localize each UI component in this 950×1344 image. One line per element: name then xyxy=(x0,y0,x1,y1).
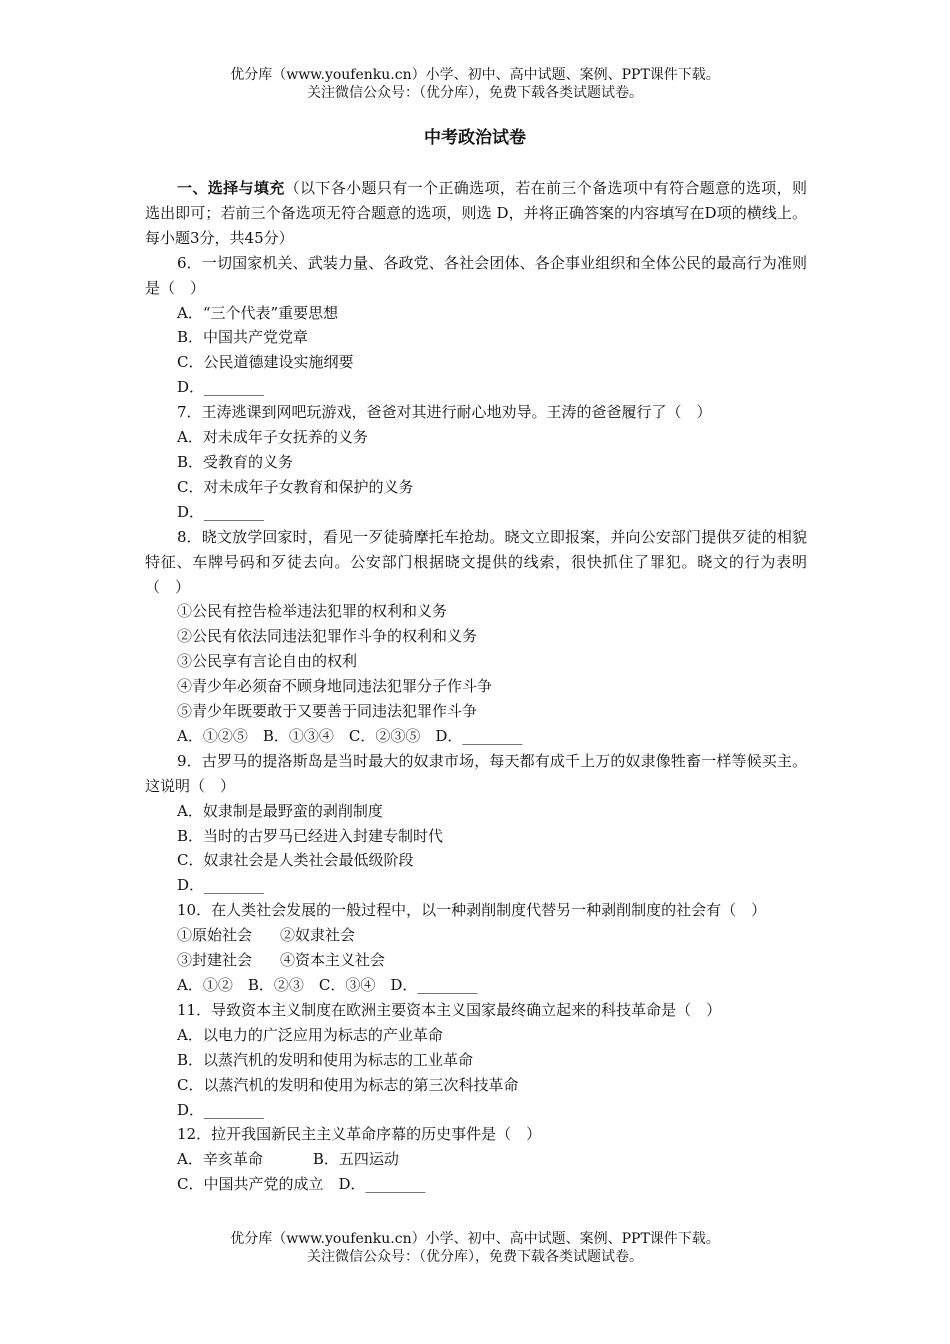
question-10-statement-2: ②奴隶社会 xyxy=(280,926,356,945)
question-8-statement-1: ①公民有控告检举违法犯罪的权利和义务 xyxy=(177,602,448,621)
question-6-option-b: B．中国共产党党章 xyxy=(177,328,309,347)
question-8-statement-2: ②公民有依法同违法犯罪作斗争的权利和义务 xyxy=(177,627,478,646)
question-8-statement-3: ③公民享有言论自由的权利 xyxy=(177,652,358,671)
question-12-option-b: B．五四运动 xyxy=(312,1150,399,1169)
question-9-option-a: A．奴隶制是最野蛮的剥削制度 xyxy=(177,801,383,820)
question-12-options-row-1 xyxy=(145,1147,807,1172)
page-title: 中考政治试卷 xyxy=(424,128,526,148)
question-10-statements-row-2 xyxy=(145,948,807,973)
question-11-option-d: D．________ xyxy=(177,1100,265,1119)
question-12-option-d: D．________ xyxy=(338,1175,426,1194)
question-10-statement-3: ③封建社会 xyxy=(177,951,253,970)
question-8-stem: 8．晓文放学回家时，看见一歹徒骑摩托车抢劫。晓文立即报案，并向公安部门提供歹徒的相貌特征、车牌号码和歹徒去向。公安部门根据晓文提供的线索，很快抓住了罪犯。晓文的行为表明（ ） xyxy=(145,527,807,596)
question-9-stem: 9．古罗马的提洛斯岛是当时最大的奴隶市场，每天都有成千上万的奴隶像牲畜一样等候买主。这说明（ ） xyxy=(145,751,807,795)
page-header xyxy=(0,66,950,102)
question-7-option-c: C．对未成年子女教育和保护的义务 xyxy=(177,477,414,496)
question-11-stem: 11．导致资本主义制度在欧洲主要资本主义国家最终确立起来的科技革命是（ ） xyxy=(177,1000,722,1019)
question-12-options-row-2 xyxy=(145,1172,807,1197)
question-12-option-c: C．中国共产党的成立 xyxy=(177,1175,324,1194)
question-10-statement-1: ①原始社会 xyxy=(177,926,253,945)
question-10-statements-row-1 xyxy=(145,923,807,948)
question-11-option-c: C．以蒸汽机的发明和使用为标志的第三次科技革命 xyxy=(177,1075,519,1094)
question-7-option-d: D．________ xyxy=(177,502,265,521)
question-11-option-a: A．以电力的广泛应用为标志的产业革命 xyxy=(177,1025,443,1044)
question-6-stem: 6．一切国家机关、武装力量、各政党、各社会团体、各企事业组织和全体公民的最高行为准则是（ ） xyxy=(145,253,807,297)
exam-content xyxy=(145,176,807,1197)
question-7-stem: 7．王涛逃课到网吧玩游戏，爸爸对其进行耐心地劝导。王涛的爸爸履行了（ ） xyxy=(177,403,712,422)
question-9-option-d: D．________ xyxy=(177,876,265,895)
header-line-1: 优分库（www.youfenku.cn）小学、初中、高中试题、案例、PPT课件下载。 xyxy=(230,67,720,83)
question-12-stem: 12．拉开我国新民主主义革命序幕的历史事件是（ ） xyxy=(177,1125,542,1144)
header-line-2: 关注微信公众号：（优分库），免费下载各类试题试卷。 xyxy=(307,85,643,101)
question-6-option-a: A．“三个代表”重要思想 xyxy=(177,303,339,322)
question-10-options: A．①② B．②③ C．③④ D．________ xyxy=(177,976,478,994)
question-6-option-c: C．公民道德建设实施纲要 xyxy=(177,353,354,372)
question-7-option-a: A．对未成年子女抚养的义务 xyxy=(177,428,368,447)
question-10-statement-4: ④资本主义社会 xyxy=(280,951,386,970)
question-12-option-a: A．辛亥革命 xyxy=(177,1150,263,1169)
footer-line-1: 优分库（www.youfenku.cn）小学、初中、高中试题、案例、PPT课件下载。 xyxy=(230,1231,720,1247)
question-8-options: A．①②⑤ B．①③④ C．②③⑤ D．________ xyxy=(177,726,523,745)
section-intro xyxy=(145,176,807,251)
footer-line-2: 关注微信公众号：（优分库），免费下载各类试题试卷。 xyxy=(307,1249,643,1265)
question-8-statement-5: ⑤青少年既要敢于又要善于同违法犯罪作斗争 xyxy=(177,702,478,721)
page-footer xyxy=(0,1230,950,1266)
section-heading: 一、选择与填充 xyxy=(177,179,285,197)
question-8-statement-4: ④青少年必须奋不顾身地同违法犯罪分子作斗争 xyxy=(177,677,493,696)
question-10-stem: 10．在人类社会发展的一般过程中，以一种剥削制度代替另一种剥削制度的社会有（ ） xyxy=(177,901,767,920)
section-instructions: （以下各小题只有一个正确选项，若在前三个备选项中有符合题意的选项，则选出即可；若前三个备选项无符合题意的选项，则选 D，并将正确答案的内容填写在D项的横线上。每小题3分，共45分） xyxy=(145,179,807,247)
question-11-option-b: B．以蒸汽机的发明和使用为标志的工业革命 xyxy=(177,1050,474,1069)
question-6-option-d: D．________ xyxy=(177,378,265,397)
question-9-option-c: C．奴隶社会是人类社会最低级阶段 xyxy=(177,851,414,870)
question-7-option-b: B．受教育的义务 xyxy=(177,452,294,471)
question-9-option-b: B．当时的古罗马已经进入封建专制时代 xyxy=(177,826,444,845)
